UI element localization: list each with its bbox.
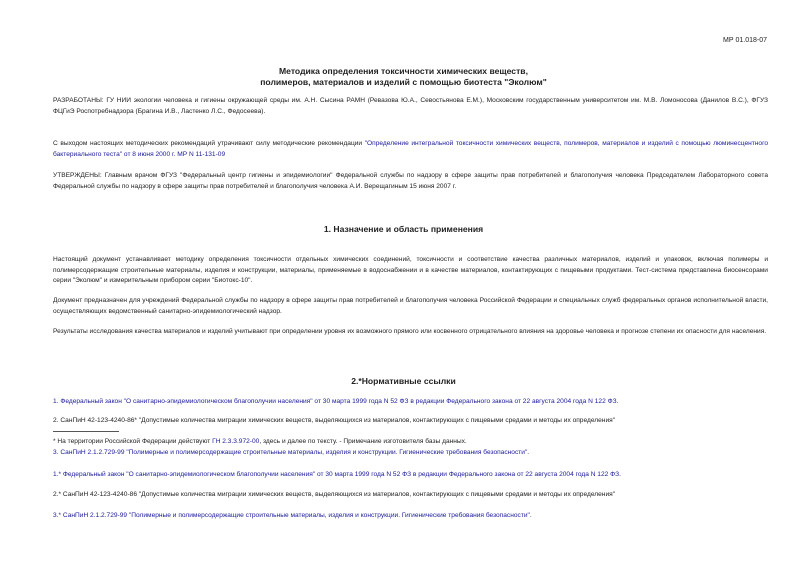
approved-text: УТВЕРЖДЕНЫ: Главным врачом ФГУЗ "Федеральный центр гигиены и эпидемиологии" Федеральной службы по надзору в сфере защиты прав потребителей и благополучия человека Председателем Лабораторного совета Федеральной службы по надзору в сфере защиты прав потребителей и благополучия человека А.И. Верещагиным 15 июня 2007 г.	[53, 172, 768, 190]
supersedes-prefix: С выходом настоящих методических рекомендаций утрачивают силу методические рекомендации	[53, 140, 365, 147]
reference-3-star-link[interactable]: 3.* СанПиН 2.1.2.729-99 "Полимерные и полимерсодержащие строительные материалы, изделия и конструкции. Гигиенические требования безопасности".	[53, 512, 532, 519]
section-1-paragraph-1: Настоящий документ устанавливает методику определения токсичности отдельных химических соединений, токсичности и соответствие качества различных материалов, изделий и упаковок, включая полимеры и полимерсодержащие строительные материалы, изделия и конструкции, материалы, применяемые в водоснабжении и в качестве материалов, контактирующих с пищевыми продуктами. Тест-система представлена биосенсорами серии "Эколюм" и измерительным прибором серии "Биотокс-10".	[53, 256, 768, 284]
document-title-line-2: полимеров, материалов и изделий с помощью биотеста "Эколюм"	[260, 77, 547, 87]
reference-1-star-link[interactable]: 1.* Федеральный закон "О санитарно-эпидемиологическом благополучии населения" от 30 марта 1999 года N 52 ФЗ в редакции Федерального закона от 22 августа 2004 года N 122 ФЗ.	[53, 471, 621, 478]
reference-1-link[interactable]: 1. Федеральный закон "О санитарно-эпидемиологическом благополучии населения" от 30 марта 1999 года N 52 ФЗ в редакции Федерального закона от 22 августа 2004 года N 122 ФЗ.	[53, 398, 619, 405]
reference-3-link[interactable]: 3. СанПиН 2.1.2.729-99 "Полимерные и полимерсодержащие строительные материалы, изделия и конструкции. Гигиенические требования безопасности".	[53, 449, 530, 456]
footnote	[53, 437, 773, 447]
approved-paragraph	[53, 171, 768, 192]
footnote-divider	[53, 431, 119, 432]
section-1-heading: 1. Назначение и область применения	[323, 224, 484, 234]
section-1-paragraph-2: Документ предназначен для учреждений Федеральной службы по надзору в сфере защиты прав потребителей и благополучия человека Российской Федерации и специальных служб федеральных органов исполнительной власти, осуществляющих ведомственный санитарно-эпидемиологический надзор.	[53, 297, 768, 315]
supersedes-link[interactable]: "Определение интегральной токсичности химических веществ, полимеров, материалов и изделий с помощью люминесцентного бактериального теста" от 8 июня 2000 г. МР N 11-131-09	[53, 140, 769, 158]
supersedes-paragraph	[53, 139, 768, 160]
reference-2-star: 2.* СанПиН 42-123-4240-86 "Допустимые количества миграции химических веществ, выделяющихся из материалов, контактирующих с пищевыми средами и методы их определения"	[53, 491, 616, 498]
developed-paragraph	[53, 96, 768, 117]
section-2-heading: 2.*Нормативные ссылки	[351, 376, 456, 386]
section-1-paragraph-3: Результаты исследования качества материалов и изделий учитывают при определении уровня их возможного прямого или косвенного отрицательного влияния на здоровье человека и прогнозе степени их опасности для населения.	[53, 328, 767, 335]
footnote-link[interactable]: ГН 2.3.3.972-00	[212, 438, 260, 445]
developed-text: РАЗРАБОТАНЫ: ГУ НИИ экологии человека и гигиены окружающей среды им. А.Н. Сысина РАМН (Ревазова Ю.А., Севостьянова Е.М.), Московским государственным университетом им. М.В. Ломоносова (Данилов В.С.), ФГУЗ ФЦГиЭ Роспотребнадзора (Брагина И.В., Ластенко Л.С., Федосеева).	[53, 97, 768, 115]
footnote-text-a: * На территории Российской Федерации действуют	[53, 438, 213, 445]
document-code: МР 01.018-07	[723, 37, 767, 44]
document-title-line-1: Методика определения токсичности химических веществ,	[279, 66, 528, 76]
reference-2: 2. СанПиН 42-123-4240-86* "Допустимые количества миграции химических веществ, выделяющихся из материалов, контактирующих с пищевыми средами и методы их определения"	[53, 417, 616, 424]
footnote-text-b: , здесь и далее по тексту. - Примечание изготовителя базы данных.	[259, 438, 467, 445]
